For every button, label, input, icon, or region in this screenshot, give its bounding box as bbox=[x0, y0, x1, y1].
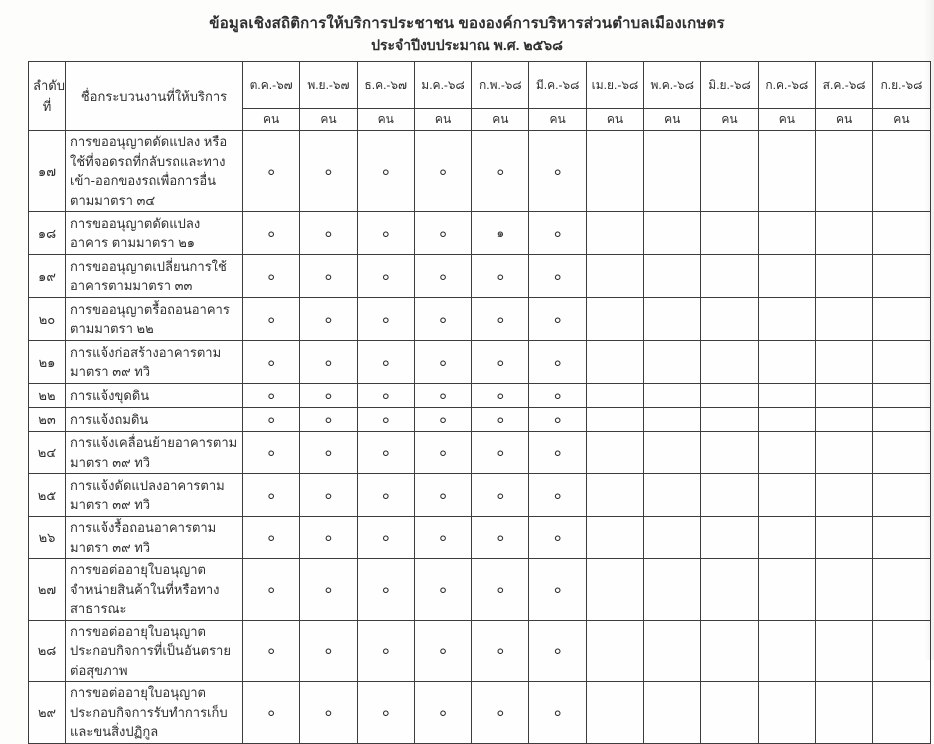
row-index-cell: ๑๗ bbox=[29, 131, 66, 212]
value-cell: ๐ bbox=[300, 559, 357, 621]
value-cell bbox=[644, 474, 701, 517]
process-name-cell: การขออนุญาตเปลี่ยนการใช้อาคารตามมาตรา ๓๓ bbox=[66, 255, 243, 298]
value-cell bbox=[586, 384, 643, 408]
value-cell: ๐ bbox=[243, 432, 300, 474]
value-cell bbox=[873, 517, 930, 559]
value-cell bbox=[873, 408, 930, 432]
table-row bbox=[29, 517, 931, 559]
value-cell bbox=[815, 384, 872, 408]
row-index-cell: ๒๒ bbox=[29, 384, 66, 408]
row-index-cell: ๒๗ bbox=[29, 559, 66, 621]
value-cell: ๐ bbox=[472, 620, 529, 682]
value-cell: ๐ bbox=[243, 212, 300, 255]
value-cell bbox=[701, 131, 758, 212]
table-row bbox=[29, 131, 931, 212]
value-cell: ๐ bbox=[300, 341, 357, 384]
value-cell bbox=[873, 255, 930, 298]
value-cell bbox=[586, 474, 643, 517]
value-cell bbox=[586, 559, 643, 621]
value-cell: ๐ bbox=[414, 682, 471, 744]
value-cell bbox=[815, 517, 872, 559]
table-body bbox=[29, 131, 931, 744]
unit-header: คน bbox=[815, 109, 872, 131]
process-name-cell: การแจ้งเคลื่อนย้ายอาคารตามมาตรา ๓๙ ทวิ bbox=[66, 432, 243, 474]
process-name-cell: การขออนุญาตดัดแปลงอาคาร ตามมาตรา ๒๑ bbox=[66, 212, 243, 255]
value-cell: ๐ bbox=[529, 255, 586, 298]
value-cell: ๐ bbox=[472, 341, 529, 384]
row-index-cell: ๑๙ bbox=[29, 255, 66, 298]
month-header: เม.ย.-๖๘ bbox=[586, 62, 643, 109]
table-row bbox=[29, 408, 931, 432]
table-row bbox=[29, 212, 931, 255]
table-row bbox=[29, 474, 931, 517]
value-cell bbox=[758, 559, 815, 621]
month-header: พ.ค.-๖๘ bbox=[644, 62, 701, 109]
value-cell: ๐ bbox=[472, 384, 529, 408]
value-cell bbox=[815, 341, 872, 384]
value-cell bbox=[701, 620, 758, 682]
value-cell bbox=[815, 620, 872, 682]
value-cell: ๐ bbox=[472, 474, 529, 517]
unit-header: คน bbox=[414, 109, 471, 131]
value-cell bbox=[644, 408, 701, 432]
row-index-cell: ๑๘ bbox=[29, 212, 66, 255]
value-cell: ๐ bbox=[529, 620, 586, 682]
table-row bbox=[29, 384, 931, 408]
value-cell bbox=[644, 131, 701, 212]
value-cell bbox=[586, 131, 643, 212]
value-cell bbox=[758, 682, 815, 744]
value-cell bbox=[701, 682, 758, 744]
value-cell: ๐ bbox=[414, 298, 471, 341]
value-cell: ๐ bbox=[300, 682, 357, 744]
value-cell: ๐ bbox=[300, 620, 357, 682]
month-header: ก.พ.-๖๘ bbox=[472, 62, 529, 109]
value-cell bbox=[815, 408, 872, 432]
value-cell: ๐ bbox=[300, 474, 357, 517]
process-name-cell: การแจ้งก่อสร้างอาคารตามมาตรา ๓๙ ทวิ bbox=[66, 341, 243, 384]
value-cell: ๐ bbox=[357, 384, 414, 408]
value-cell bbox=[701, 432, 758, 474]
unit-header: คน bbox=[758, 109, 815, 131]
value-cell bbox=[644, 559, 701, 621]
value-cell: ๐ bbox=[414, 559, 471, 621]
month-header: ธ.ค.-๖๗ bbox=[357, 62, 414, 109]
value-cell bbox=[873, 620, 930, 682]
value-cell bbox=[644, 298, 701, 341]
value-cell: ๐ bbox=[414, 384, 471, 408]
value-cell: ๐ bbox=[414, 341, 471, 384]
value-cell bbox=[644, 517, 701, 559]
value-cell: ๐ bbox=[357, 408, 414, 432]
value-cell: ๐ bbox=[300, 432, 357, 474]
unit-header: คน bbox=[529, 109, 586, 131]
document-header bbox=[0, 0, 934, 55]
value-cell: ๐ bbox=[529, 432, 586, 474]
value-cell bbox=[701, 255, 758, 298]
value-cell: ๐ bbox=[357, 255, 414, 298]
value-cell: ๐ bbox=[357, 341, 414, 384]
month-header: ก.ย.-๖๘ bbox=[873, 62, 930, 109]
page-title: ข้อมูลเชิงสถิติการให้บริการประชาชน ขององค์การบริหารส่วนตำบลเมืองเกษตร bbox=[209, 15, 725, 32]
table-row bbox=[29, 341, 931, 384]
value-cell: ๐ bbox=[243, 255, 300, 298]
value-cell bbox=[644, 212, 701, 255]
value-cell: ๐ bbox=[243, 517, 300, 559]
unit-header: คน bbox=[701, 109, 758, 131]
row-index-cell: ๒๑ bbox=[29, 341, 66, 384]
value-cell bbox=[758, 212, 815, 255]
value-cell: ๐ bbox=[529, 341, 586, 384]
value-cell bbox=[873, 682, 930, 744]
value-cell bbox=[815, 131, 872, 212]
value-cell bbox=[758, 432, 815, 474]
row-index-cell: ๒๐ bbox=[29, 298, 66, 341]
value-cell bbox=[701, 384, 758, 408]
value-cell bbox=[586, 517, 643, 559]
value-cell bbox=[873, 212, 930, 255]
unit-header: คน bbox=[644, 109, 701, 131]
process-name-cell: การขอต่ออายุใบอนุญาตประกอบกิจการรับทำการเก็บและขนสิ่งปฏิกูล bbox=[66, 682, 243, 744]
process-name-cell: การขออนุญาตดัดแปลง หรือใช้ที่จอดรถที่กลับรถและทางเข้า-ออกของรถเพื่อการอื่นตามมาตรา ๓๔ bbox=[66, 131, 243, 212]
value-cell bbox=[758, 474, 815, 517]
value-cell bbox=[586, 255, 643, 298]
value-cell bbox=[586, 682, 643, 744]
value-cell bbox=[586, 212, 643, 255]
value-cell: ๐ bbox=[300, 384, 357, 408]
value-cell bbox=[815, 682, 872, 744]
process-name-cell: การแจ้งรื้อถอนอาคารตามมาตรา ๓๙ ทวิ bbox=[66, 517, 243, 559]
row-index-cell: ๒๖ bbox=[29, 517, 66, 559]
value-cell: ๐ bbox=[414, 131, 471, 212]
value-cell: ๐ bbox=[472, 559, 529, 621]
value-cell: ๐ bbox=[300, 131, 357, 212]
value-cell: ๐ bbox=[472, 432, 529, 474]
col-header-process: ชื่อกระบวนงานที่ให้บริการ bbox=[66, 62, 243, 131]
table-row bbox=[29, 255, 931, 298]
value-cell bbox=[701, 298, 758, 341]
value-cell: ๐ bbox=[243, 341, 300, 384]
value-cell: ๐ bbox=[472, 255, 529, 298]
value-cell bbox=[758, 408, 815, 432]
value-cell: ๐ bbox=[300, 517, 357, 559]
value-cell: ๐ bbox=[300, 298, 357, 341]
process-name-cell: การแจ้งถมดิน bbox=[66, 408, 243, 432]
value-cell: ๐ bbox=[414, 408, 471, 432]
value-cell: ๐ bbox=[414, 432, 471, 474]
value-cell bbox=[815, 432, 872, 474]
value-cell bbox=[758, 298, 815, 341]
value-cell: ๐ bbox=[529, 212, 586, 255]
value-cell: ๐ bbox=[472, 517, 529, 559]
month-header: มี.ค.-๖๘ bbox=[529, 62, 586, 109]
table-header bbox=[29, 62, 931, 131]
month-header: มิ.ย.-๖๘ bbox=[701, 62, 758, 109]
process-name-cell: การแจ้งดัดแปลงอาคารตามมาตรา ๓๙ ทวิ bbox=[66, 474, 243, 517]
value-cell bbox=[644, 620, 701, 682]
row-index-cell: ๒๔ bbox=[29, 432, 66, 474]
value-cell: ๐ bbox=[243, 131, 300, 212]
value-cell bbox=[758, 620, 815, 682]
value-cell bbox=[815, 298, 872, 341]
value-cell: ๐ bbox=[300, 212, 357, 255]
statistics-table bbox=[28, 61, 931, 744]
unit-header: คน bbox=[472, 109, 529, 131]
unit-header: คน bbox=[357, 109, 414, 131]
value-cell bbox=[873, 384, 930, 408]
value-cell: ๐ bbox=[357, 517, 414, 559]
value-cell bbox=[586, 341, 643, 384]
value-cell: ๐ bbox=[414, 255, 471, 298]
value-cell bbox=[701, 559, 758, 621]
header-row-months bbox=[29, 62, 931, 109]
value-cell bbox=[586, 432, 643, 474]
value-cell bbox=[701, 408, 758, 432]
value-cell bbox=[586, 620, 643, 682]
value-cell bbox=[644, 255, 701, 298]
value-cell bbox=[815, 212, 872, 255]
value-cell: ๐ bbox=[357, 131, 414, 212]
process-name-cell: การแจ้งขุดดิน bbox=[66, 384, 243, 408]
month-header: ส.ค.-๖๘ bbox=[815, 62, 872, 109]
value-cell bbox=[758, 255, 815, 298]
month-header: ต.ค.-๖๗ bbox=[243, 62, 300, 109]
value-cell bbox=[758, 384, 815, 408]
value-cell bbox=[873, 341, 930, 384]
value-cell bbox=[815, 559, 872, 621]
table-row bbox=[29, 298, 931, 341]
value-cell: ๐ bbox=[357, 559, 414, 621]
unit-header: คน bbox=[243, 109, 300, 131]
unit-header: คน bbox=[873, 109, 930, 131]
value-cell: ๐ bbox=[357, 298, 414, 341]
unit-header: คน bbox=[300, 109, 357, 131]
value-cell: ๐ bbox=[300, 408, 357, 432]
value-cell: ๐ bbox=[529, 131, 586, 212]
value-cell: ๐ bbox=[529, 682, 586, 744]
value-cell bbox=[873, 131, 930, 212]
table-row bbox=[29, 559, 931, 621]
value-cell bbox=[644, 384, 701, 408]
value-cell: ๐ bbox=[414, 620, 471, 682]
row-index-cell: ๒๙ bbox=[29, 682, 66, 744]
value-cell: ๐ bbox=[472, 408, 529, 432]
value-cell bbox=[873, 559, 930, 621]
value-cell: ๑ bbox=[472, 212, 529, 255]
month-header: ม.ค.-๖๘ bbox=[414, 62, 471, 109]
col-header-index: ลำดับที่ bbox=[29, 62, 66, 131]
page-subtitle: ประจำปีงบประมาณ พ.ศ. ๒๕๖๘ bbox=[371, 37, 563, 54]
value-cell bbox=[701, 474, 758, 517]
value-cell: ๐ bbox=[357, 474, 414, 517]
value-cell: ๐ bbox=[414, 474, 471, 517]
value-cell: ๐ bbox=[472, 682, 529, 744]
row-index-cell: ๒๓ bbox=[29, 408, 66, 432]
value-cell: ๐ bbox=[529, 474, 586, 517]
value-cell bbox=[873, 474, 930, 517]
value-cell: ๐ bbox=[357, 432, 414, 474]
value-cell: ๐ bbox=[300, 255, 357, 298]
value-cell: ๐ bbox=[243, 620, 300, 682]
value-cell: ๐ bbox=[529, 384, 586, 408]
process-name-cell: การขอต่ออายุใบอนุญาตจำหน่ายสินค้าในที่หรือทางสาธารณะ bbox=[66, 559, 243, 621]
value-cell: ๐ bbox=[529, 517, 586, 559]
value-cell: ๐ bbox=[357, 620, 414, 682]
value-cell: ๐ bbox=[414, 212, 471, 255]
value-cell: ๐ bbox=[472, 131, 529, 212]
process-name-cell: การขอต่ออายุใบอนุญาตประกอบกิจการที่เป็นอันตรายต่อสุขภาพ bbox=[66, 620, 243, 682]
value-cell: ๐ bbox=[529, 408, 586, 432]
value-cell: ๐ bbox=[414, 517, 471, 559]
value-cell bbox=[758, 517, 815, 559]
value-cell bbox=[758, 341, 815, 384]
value-cell: ๐ bbox=[243, 384, 300, 408]
value-cell bbox=[701, 517, 758, 559]
value-cell bbox=[644, 682, 701, 744]
value-cell bbox=[873, 432, 930, 474]
unit-header: คน bbox=[586, 109, 643, 131]
value-cell bbox=[701, 212, 758, 255]
month-header: พ.ย.-๖๗ bbox=[300, 62, 357, 109]
value-cell: ๐ bbox=[243, 408, 300, 432]
value-cell: ๐ bbox=[529, 559, 586, 621]
value-cell bbox=[873, 298, 930, 341]
table-row bbox=[29, 682, 931, 744]
value-cell: ๐ bbox=[472, 298, 529, 341]
value-cell: ๐ bbox=[243, 474, 300, 517]
process-name-cell: การขออนุญาตรื้อถอนอาคาร ตามมาตรา ๒๒ bbox=[66, 298, 243, 341]
row-index-cell: ๒๕ bbox=[29, 474, 66, 517]
value-cell bbox=[586, 298, 643, 341]
value-cell: ๐ bbox=[243, 298, 300, 341]
table-row bbox=[29, 620, 931, 682]
value-cell bbox=[644, 341, 701, 384]
value-cell: ๐ bbox=[357, 212, 414, 255]
value-cell bbox=[644, 432, 701, 474]
value-cell bbox=[815, 474, 872, 517]
row-index-cell: ๒๘ bbox=[29, 620, 66, 682]
value-cell bbox=[758, 131, 815, 212]
table-row bbox=[29, 432, 931, 474]
value-cell: ๐ bbox=[243, 559, 300, 621]
value-cell bbox=[586, 408, 643, 432]
value-cell: ๐ bbox=[243, 682, 300, 744]
value-cell bbox=[701, 341, 758, 384]
value-cell: ๐ bbox=[357, 682, 414, 744]
value-cell: ๐ bbox=[529, 298, 586, 341]
month-header: ก.ค.-๖๘ bbox=[758, 62, 815, 109]
value-cell bbox=[815, 255, 872, 298]
